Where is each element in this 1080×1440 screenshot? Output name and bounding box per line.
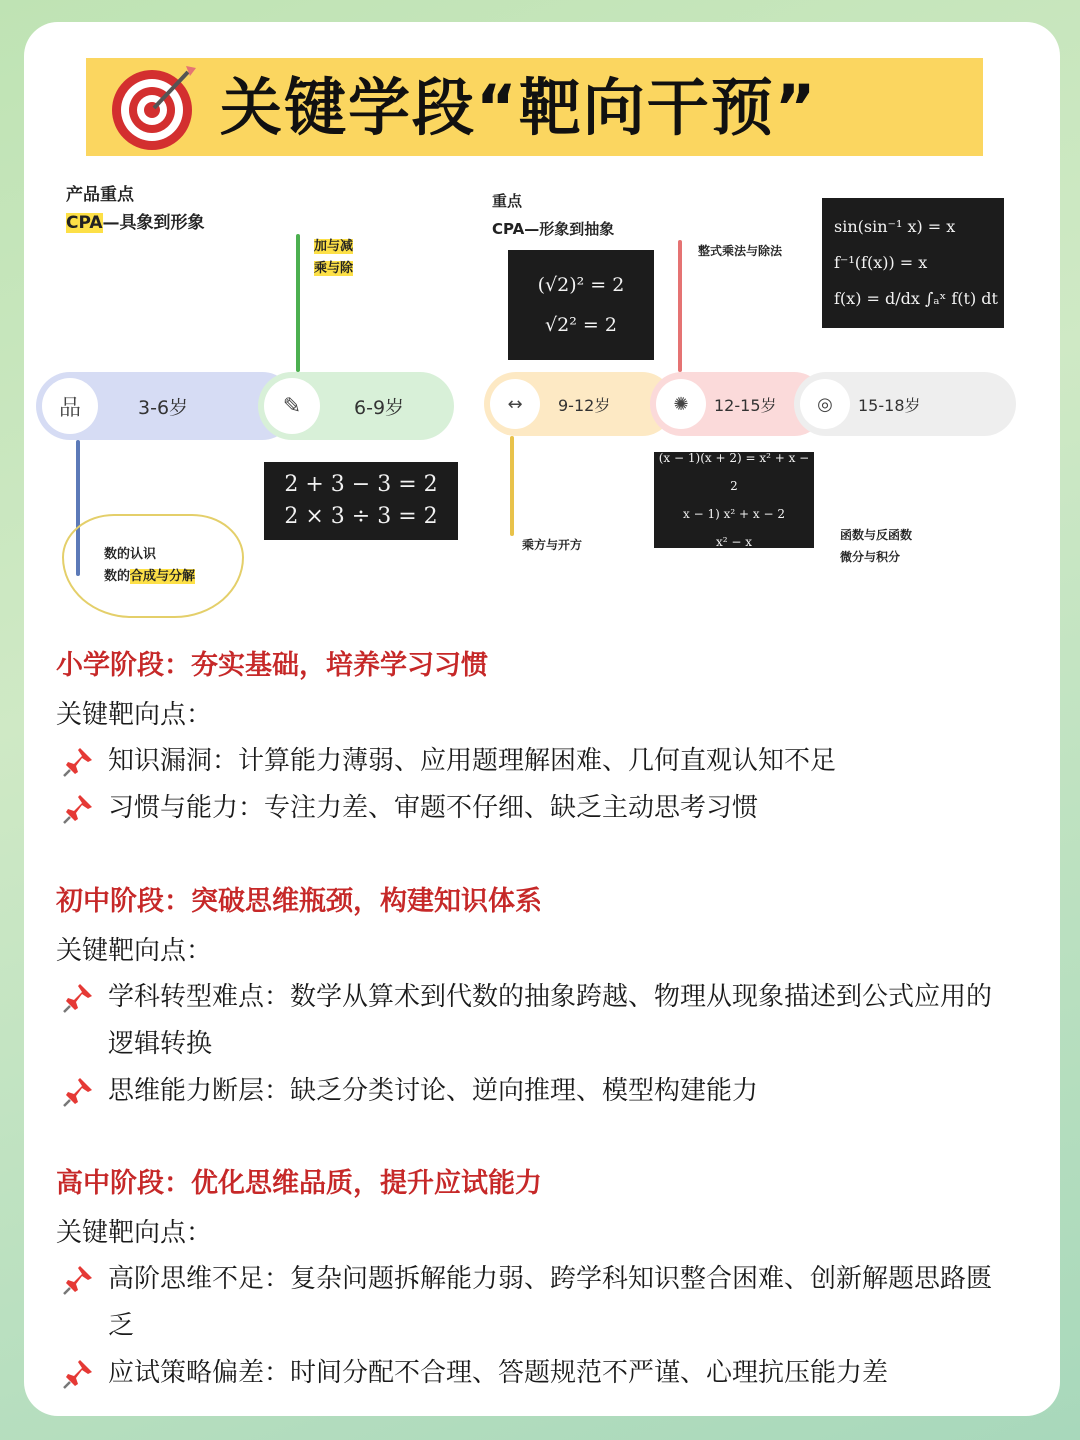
stage-3-6: 品 3-6岁 (36, 372, 296, 440)
section-subheading: 关键靶向点： (56, 1218, 213, 1248)
tag-polynomial: 整式乘法与除法 (698, 244, 783, 258)
cpa-diagram (36, 168, 1036, 638)
ai-icon: ◎ (800, 379, 850, 429)
pushpin-icon (62, 746, 94, 778)
tag-power-root: 乘方与开方 (522, 538, 583, 552)
list-item: 知识漏洞：计算能力薄弱、应用题理解困难、几何直观认知不足 (56, 738, 1036, 785)
list-item: 高阶思维不足：复杂问题拆解能力弱、跨学科知识整合困难、创新解题思路匮乏 (56, 1256, 1016, 1350)
pushpin-icon (62, 982, 94, 1014)
pushpin-icon (62, 1076, 94, 1108)
section-heading: 高中阶段：优化思维品质，提升应试能力 (56, 1168, 542, 1199)
stage-15-18: ◎ 15-18岁 (794, 372, 1016, 436)
math-calculus-box: sin(sin⁻¹ x) = x f⁻¹(f(x)) = x f(x) = d/dx ∫ₐˣ f(t) dt (822, 198, 1004, 328)
tag-function-calculus: 函数与反函数 微分与积分 (840, 528, 913, 564)
list-item: 习惯与能力：专注力差、审题不仔细、缺乏主动思考习惯 (56, 785, 1036, 832)
tag-number-concept: 数的认识 数的合成与分解 (104, 547, 196, 584)
stage-9-12: ↔ 9-12岁 (484, 372, 674, 436)
section-primary (56, 646, 1036, 832)
target-icon (108, 62, 200, 154)
network-icon: ✺ (656, 379, 706, 429)
edit-doc-icon: ✎ (264, 378, 320, 434)
section-heading: 小学阶段：夯实基础，培养学习习惯 (56, 650, 488, 681)
pushpin-icon (62, 793, 94, 825)
math-sqrt-box: (√2)² = 2 √2² = 2 (508, 250, 654, 360)
right-heading-1: 重点 (492, 192, 523, 210)
list-item: 应试策略偏差：时间分配不合理、答题规范不严谨、心理抗压能力差 (56, 1350, 1036, 1397)
connector-line (678, 240, 682, 372)
section-subheading: 关键靶向点： (56, 700, 213, 730)
hierarchy-icon: 品 (42, 378, 98, 434)
section-heading: 初中阶段：突破思维瓶颈，构建知识体系 (56, 886, 542, 917)
section-high-school (56, 1164, 1036, 1397)
pushpin-icon (62, 1264, 94, 1296)
pushpin-icon (62, 1358, 94, 1390)
section-middle-school (56, 882, 1036, 1115)
left-heading-1: 产品重点 (66, 185, 134, 205)
right-heading-2: CPA—形象到抽象 (492, 220, 615, 238)
list-item: 思维能力断层：缺乏分类讨论、逆向推理、模型构建能力 (56, 1068, 1036, 1115)
tag-add-sub: 加与减 乘与除 (314, 239, 354, 276)
section-subheading: 关键靶向点： (56, 936, 213, 966)
stage-12-15: ✺ 12-15岁 (650, 372, 826, 436)
connector-line (296, 234, 300, 372)
math-polynomial-box: (x − 1)(x + 2) = x² + x − 2 x − 1) x² + x − 2 x² − x (654, 452, 814, 548)
connector-line (510, 436, 514, 536)
left-heading-2: CPA—具象到形象 (66, 213, 205, 233)
stage-6-9: ✎ 6-9岁 (258, 372, 454, 440)
page-title: 关键学段“靶向干预” (220, 71, 818, 144)
math-arith-box: 2 + 3 − 3 = 2 2 × 3 ÷ 3 = 2 (264, 462, 458, 540)
arrows-icon: ↔ (490, 379, 540, 429)
list-item: 学科转型难点：数学从算术到代数的抽象跨越、物理从现象描述到公式应用的逻辑转换 (56, 974, 1016, 1068)
